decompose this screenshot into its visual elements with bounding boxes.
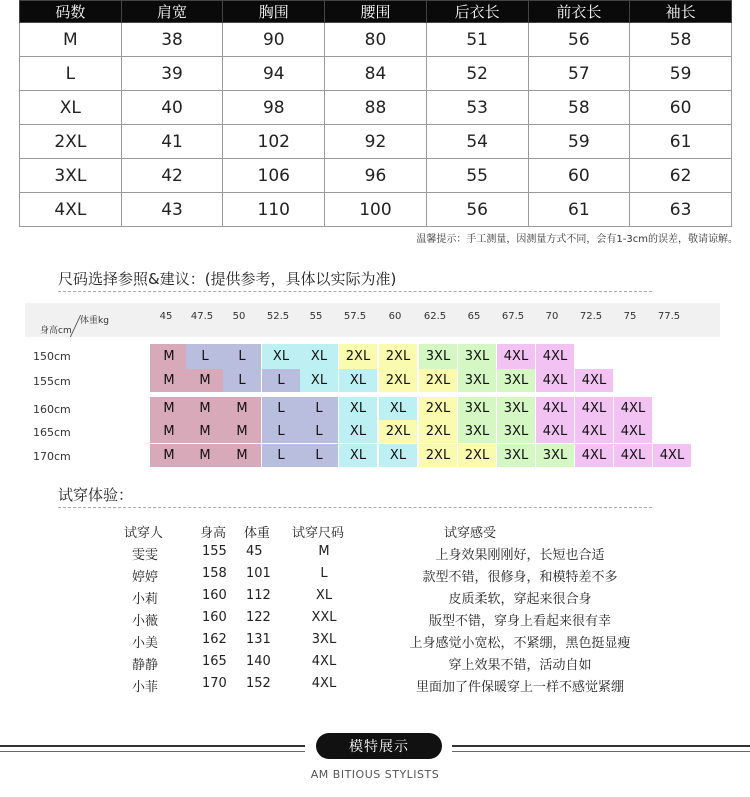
size-grid-cell: 4XL — [536, 344, 574, 369]
measurement-cell: 42 — [121, 159, 223, 193]
weight-label: 47.5 — [190, 311, 214, 322]
measurement-cell: 52 — [426, 57, 528, 91]
trial-cell: 小薇 — [132, 614, 159, 629]
measurement-cell: 62 — [630, 159, 732, 193]
trial-cell: L — [320, 566, 328, 581]
size-grid-cell: 2XL — [419, 397, 457, 420]
size-grid-cell: M — [150, 397, 188, 420]
trial-cell: 4XL — [311, 654, 337, 669]
size-grid-cell: L — [300, 420, 338, 443]
trial-cell: 152 — [246, 676, 271, 691]
size-grid-cell: L — [300, 397, 338, 420]
size-grid-cell: L — [262, 420, 300, 443]
recommend-title: 尺码选择参照&建议：(提供参考，具体以实际为准) — [58, 270, 397, 288]
trial-cell: 版型不错，穿身上看起来很有幸 — [428, 614, 611, 629]
size-grid-cell: 3XL — [497, 420, 535, 443]
trial-cell: XXL — [311, 610, 337, 625]
size-grid-cell: XL — [339, 397, 377, 420]
measurement-cell: 59 — [528, 125, 630, 159]
measurement-cell: 43 — [121, 193, 223, 227]
measurement-cell: 88 — [325, 91, 427, 125]
size-grid-cell: 3XL — [497, 444, 535, 467]
size-grid-cell: 2XL — [419, 420, 457, 443]
size-grid-cell: 4XL — [575, 397, 613, 420]
size-grid-cell: 2XL — [458, 444, 496, 467]
measurement-cell: 60 — [630, 91, 732, 125]
size-table-header-cell: 肩宽 — [121, 1, 223, 23]
height-label: 170cm — [33, 450, 71, 463]
size-table-header-cell: 前衣长 — [528, 1, 630, 23]
size-code-cell: L — [20, 57, 122, 91]
trial-cell: 静静 — [132, 658, 159, 673]
table-row — [20, 23, 732, 57]
size-grid-cell: M — [186, 444, 224, 467]
measurement-cell: 38 — [121, 23, 223, 57]
measurement-cell: 96 — [325, 159, 427, 193]
trial-cell: 4XL — [311, 676, 337, 691]
trial-cell: 45 — [246, 544, 263, 559]
measurement-cell: 41 — [121, 125, 223, 159]
size-grid-cell: L — [262, 397, 300, 420]
trial-cell: 122 — [246, 610, 271, 625]
weight-axis-label: 体重kg — [80, 316, 109, 326]
size-grid-cell: L — [300, 444, 338, 467]
size-table-header-cell: 后衣长 — [426, 1, 528, 23]
size-grid-cell: XL — [262, 344, 300, 369]
size-grid-cell: M — [150, 344, 188, 369]
trial-cell: 里面加了件保暖穿上一样不感觉紧绷 — [415, 680, 624, 695]
measurement-cell: 40 — [121, 91, 223, 125]
weight-label: 52.5 — [266, 311, 290, 322]
size-grid-cell: 4XL — [575, 444, 613, 467]
measurement-cell: 90 — [223, 23, 325, 57]
size-grid-cell: 2XL — [419, 369, 457, 392]
trial-title: 试穿体验： — [58, 486, 134, 504]
trial-cell: 上身感觉小宽松，不紧绷，黑色挺显瘦 — [409, 636, 631, 651]
size-grid-cell: 2XL — [339, 344, 377, 369]
size-grid-cell: XL — [379, 444, 417, 467]
trial-cell: 158 — [202, 566, 227, 581]
size-grid-cell: L — [223, 344, 261, 369]
size-table — [19, 0, 732, 227]
size-table-header-cell: 腰围 — [325, 1, 427, 23]
size-code-cell: 3XL — [20, 159, 122, 193]
size-grid-cell: 3XL — [458, 344, 496, 369]
trial-cell: 170 — [202, 676, 227, 691]
weight-label: 75 — [623, 311, 637, 322]
size-grid-cell: 4XL — [575, 369, 613, 392]
trial-cell: 小菲 — [132, 680, 159, 695]
footer-rule-right-thin — [452, 751, 750, 752]
trial-cell: 160 — [202, 588, 227, 603]
height-label: 165cm — [33, 426, 71, 439]
size-table-header — [20, 1, 732, 23]
measurement-cell: 98 — [223, 91, 325, 125]
size-grid-cell: 3XL — [458, 420, 496, 443]
measurement-cell: 94 — [223, 57, 325, 91]
measurement-cell: 63 — [630, 193, 732, 227]
measurement-cell: 61 — [630, 125, 732, 159]
trial-cell: 112 — [246, 588, 271, 603]
trial-cell: 160 — [202, 610, 227, 625]
size-grid-cell: 4XL — [536, 420, 574, 443]
table-row — [20, 125, 732, 159]
table-row — [20, 159, 732, 193]
measurement-cell: 80 — [325, 23, 427, 57]
weight-label: 55 — [309, 311, 323, 322]
size-grid-cell: 4XL — [575, 420, 613, 443]
size-code-cell: XL — [20, 91, 122, 125]
trial-cell: 3XL — [311, 632, 337, 647]
footer-rule-right — [452, 745, 750, 747]
size-grid-cell: M — [150, 369, 188, 392]
trial-cell: 婷婷 — [132, 570, 159, 585]
weight-label: 62.5 — [423, 311, 447, 322]
table-row — [20, 91, 732, 125]
trial-header-cell: 试穿尺码 — [292, 526, 345, 541]
trial-cell: 165 — [202, 654, 227, 669]
measurement-cell: 51 — [426, 23, 528, 57]
axis-corner — [30, 313, 145, 335]
measurement-note: 温馨提示：手工测量，因测量方式不同，会有1-3cm的误差，敬请谅解。 — [416, 234, 738, 245]
size-grid-cell: 3XL — [536, 444, 574, 467]
size-grid-cell: M — [223, 444, 261, 467]
size-grid-cell: XL — [339, 420, 377, 443]
measurement-cell: 56 — [528, 23, 630, 57]
size-grid-cell: M — [223, 397, 261, 420]
measurement-cell: 54 — [426, 125, 528, 159]
measurement-cell: 55 — [426, 159, 528, 193]
weight-label: 60 — [388, 311, 402, 322]
size-grid-cell: M — [150, 444, 188, 467]
divider — [58, 291, 652, 292]
measurement-cell: 84 — [325, 57, 427, 91]
trial-cell: 上身效果刚刚好，长短也合适 — [435, 548, 605, 563]
trial-cell: 101 — [246, 566, 271, 581]
size-code-cell: M — [20, 23, 122, 57]
measurement-cell: 110 — [223, 193, 325, 227]
trial-cell: 131 — [246, 632, 271, 647]
trial-cell: 162 — [202, 632, 227, 647]
size-grid-cell: 2XL — [379, 369, 417, 392]
trial-cell: 皮质柔软，穿起来很合身 — [448, 592, 592, 607]
size-grid-cell: L — [186, 344, 224, 369]
height-label: 155cm — [33, 375, 71, 388]
trial-cell: 小美 — [132, 636, 159, 651]
divider — [58, 507, 652, 508]
measurement-cell: 57 — [528, 57, 630, 91]
weight-label: 57.5 — [343, 311, 367, 322]
size-table-header-cell: 袖长 — [630, 1, 732, 23]
size-grid-cell: 3XL — [458, 369, 496, 392]
measurement-cell: 58 — [630, 23, 732, 57]
weight-label: 72.5 — [579, 311, 603, 322]
size-grid-cell: 4XL — [614, 444, 652, 467]
measurement-cell: 61 — [528, 193, 630, 227]
size-grid-cell: 3XL — [458, 397, 496, 420]
size-grid-cell: XL — [379, 397, 417, 420]
measurement-cell: 60 — [528, 159, 630, 193]
size-grid-cell: 2XL — [379, 420, 417, 443]
size-grid-cell: 3XL — [419, 344, 457, 369]
measurement-cell: 92 — [325, 125, 427, 159]
size-grid-cell: M — [223, 420, 261, 443]
measurement-cell: 106 — [223, 159, 325, 193]
footer-rule-left — [0, 745, 305, 747]
trial-cell: 小莉 — [132, 592, 159, 607]
trial-cell: 155 — [202, 544, 227, 559]
size-code-cell: 2XL — [20, 125, 122, 159]
measurement-cell: 102 — [223, 125, 325, 159]
table-row — [20, 193, 732, 227]
size-grid-cell: M — [186, 420, 224, 443]
height-axis-label: 身高cm — [40, 326, 72, 336]
trial-header-cell: 试穿感受 — [444, 526, 497, 541]
measurement-cell: 39 — [121, 57, 223, 91]
size-grid-cell: 4XL — [653, 444, 691, 467]
size-grid-cell: XL — [339, 444, 377, 467]
weight-label: 67.5 — [501, 311, 525, 322]
weight-label: 70 — [545, 311, 559, 322]
size-table-header-cell: 码数 — [20, 1, 122, 23]
size-grid-cell: L — [262, 444, 300, 467]
trial-cell: 140 — [246, 654, 271, 669]
trial-cell: 款型不错，很修身，和模特差不多 — [422, 570, 618, 585]
measurement-cell: 58 — [528, 91, 630, 125]
size-grid-cell: M — [186, 369, 224, 392]
size-grid-cell: L — [262, 369, 300, 392]
footer-rule-left-thin — [0, 751, 305, 752]
size-grid-cell: L — [223, 369, 261, 392]
trial-header-cell: 身高 — [200, 526, 227, 541]
height-label: 150cm — [33, 350, 71, 363]
size-grid-cell: M — [186, 397, 224, 420]
measurement-cell: 100 — [325, 193, 427, 227]
weight-label: 65 — [467, 311, 481, 322]
size-grid-cell: 2XL — [379, 344, 417, 369]
table-row — [20, 57, 732, 91]
size-grid-cell: XL — [339, 369, 377, 392]
size-grid-cell: 3XL — [497, 397, 535, 420]
size-grid-cell: 2XL — [419, 444, 457, 467]
trial-cell: 雯雯 — [132, 548, 159, 563]
measurement-cell: 56 — [426, 193, 528, 227]
weight-label: 45 — [159, 311, 173, 322]
trial-header-cell: 试穿人 — [124, 526, 164, 541]
size-grid-cell: M — [150, 420, 188, 443]
measurement-cell: 53 — [426, 91, 528, 125]
size-grid-cell: XL — [300, 344, 338, 369]
size-grid-cell: XL — [300, 369, 338, 392]
trial-cell: XL — [315, 588, 333, 603]
size-grid-cell: 4XL — [536, 397, 574, 420]
size-grid-cell: 4XL — [497, 344, 535, 369]
footer-subtitle: AM BITIOUS STYLISTS — [310, 768, 440, 781]
trial-header-cell: 体重 — [244, 526, 271, 541]
trial-cell: M — [318, 544, 330, 559]
size-code-cell: 4XL — [20, 193, 122, 227]
weight-label: 50 — [232, 311, 246, 322]
trial-cell: 穿上效果不错，活动自如 — [448, 658, 592, 673]
model-showcase-banner: 模特展示 — [316, 733, 442, 759]
size-grid-cell: 4XL — [614, 397, 652, 420]
weight-label: 77.5 — [657, 311, 681, 322]
size-table-header-cell: 胸围 — [223, 1, 325, 23]
size-grid-cell: 4XL — [614, 420, 652, 443]
height-label: 160cm — [33, 403, 71, 416]
measurement-cell: 59 — [630, 57, 732, 91]
size-grid-cell: 4XL — [536, 369, 574, 392]
size-grid-cell: 3XL — [497, 369, 535, 392]
